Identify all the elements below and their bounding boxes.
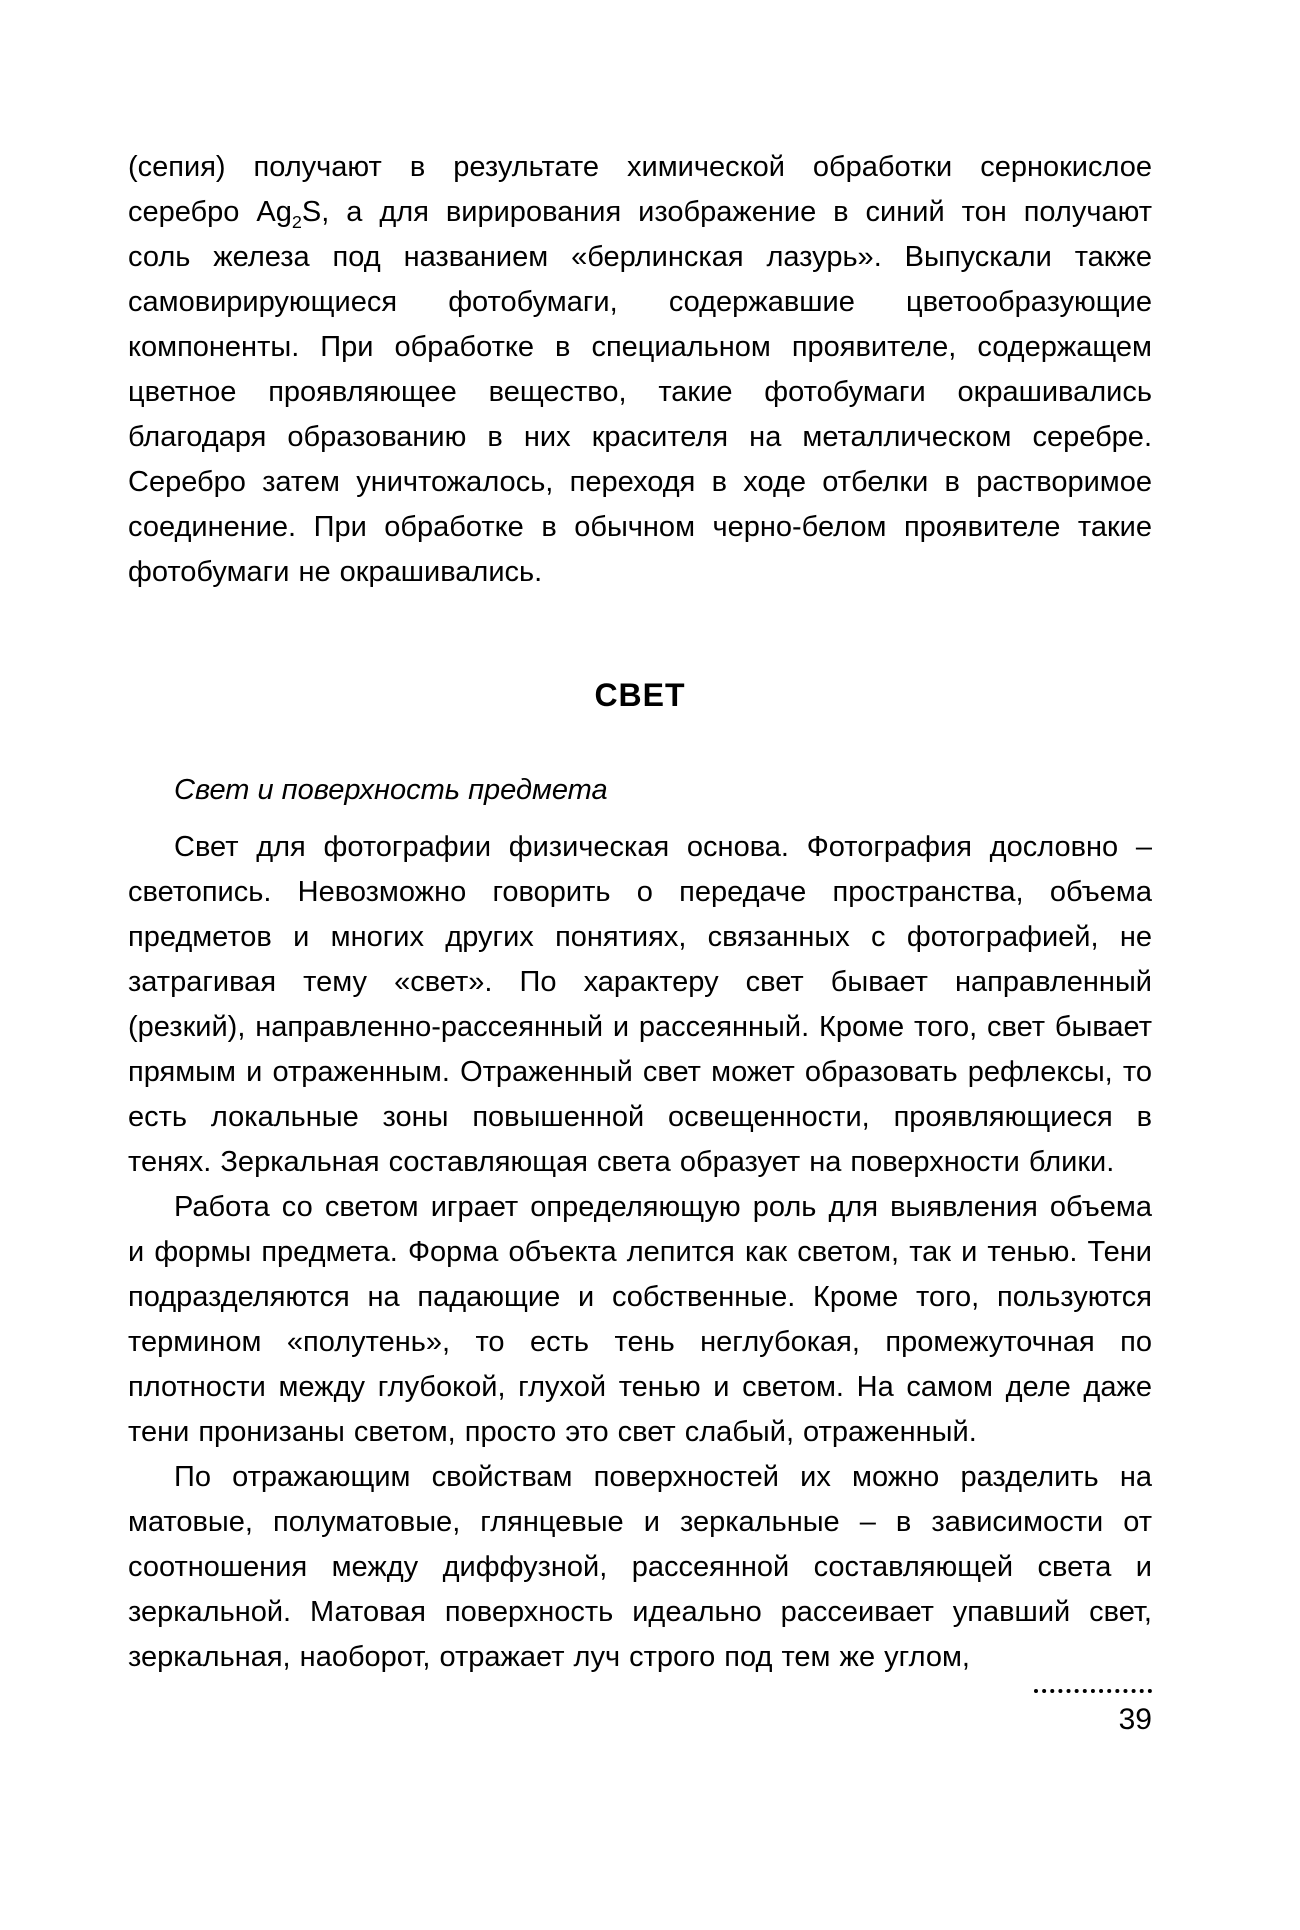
section-heading: СВЕТ xyxy=(594,677,686,713)
page-number: 39 xyxy=(1118,1703,1152,1736)
subsection-heading: Свет и поверхность предмета xyxy=(174,774,608,806)
paragraph-sepia-toning xyxy=(128,145,1152,595)
formula-subscript: 2 xyxy=(291,211,302,232)
paragraph-reflective-surfaces: По отражающим свойствам поверхностей их можно разделить на матовые, полуматовые, глянцевые и зеркальные – в зависимости от соотношения между диффузной, рассеянной составляющей света и зеркальной. Матовая поверхность идеально рассеивает упавший свет, зеркальная, наоборот, отражает луч строго под тем же углом, xyxy=(128,1461,1152,1673)
paragraph-working-with-light: Работа со светом играет определяющую роль для выявления объема и формы предмета. Форма объекта лепится как светом, так и тенью. Тени подразделяются на падающие и собственные. Кроме того, пользуются термином «полутень», то есть тень неглубокая, промежуточная по плотности между глубокой, глухой тенью и светом. На самом деле даже тени пронизаны светом, просто это свет слабый, отраженный. xyxy=(128,1191,1152,1448)
text-column xyxy=(128,0,1152,1740)
para1-text-after-formula: S, а для вирирования изображение в синий тон получают соль железа под названием «берлинская лазурь». Выпускали также самовирирующиеся фотобумаги, содержавшие цветообразующие компоненты. При обработке в специальном проявителе, содержащем цветное проявляющее вещество, такие фотобумаги окрашивались благодаря образованию в них красителя на металлическом серебре. Серебро затем уничтожалось, переходя в ходе отбелки в растворимое соединение. При обработке в обычном черно-белом проявителе такие фотобумаги не окрашивались. xyxy=(128,196,1152,588)
para1-text-before-formula: (сепия) получают в результате химической обработки сернокислое серебро Ag xyxy=(128,151,1152,228)
footer-rule xyxy=(1034,1689,1152,1693)
paragraph-light-basics: Свет для фотографии физическая основа. Фотография дословно – светопись. Невозможно говорить о передаче пространства, объема предметов и многих других понятиях, связанных с фотографией, не затрагивая тему «свет». По характеру свет бывает направленный (резкий), направленно-рассеянный и рассеянный. Кроме того, свет бывает прямым и отраженным. Отраженный свет может образовать рефлексы, то есть локальные зоны повышенной освещенности, проявляющиеся в тенях. Зеркальная составляющая света образует на поверхности блики. xyxy=(128,831,1152,1178)
page-footer xyxy=(128,1682,1152,1740)
